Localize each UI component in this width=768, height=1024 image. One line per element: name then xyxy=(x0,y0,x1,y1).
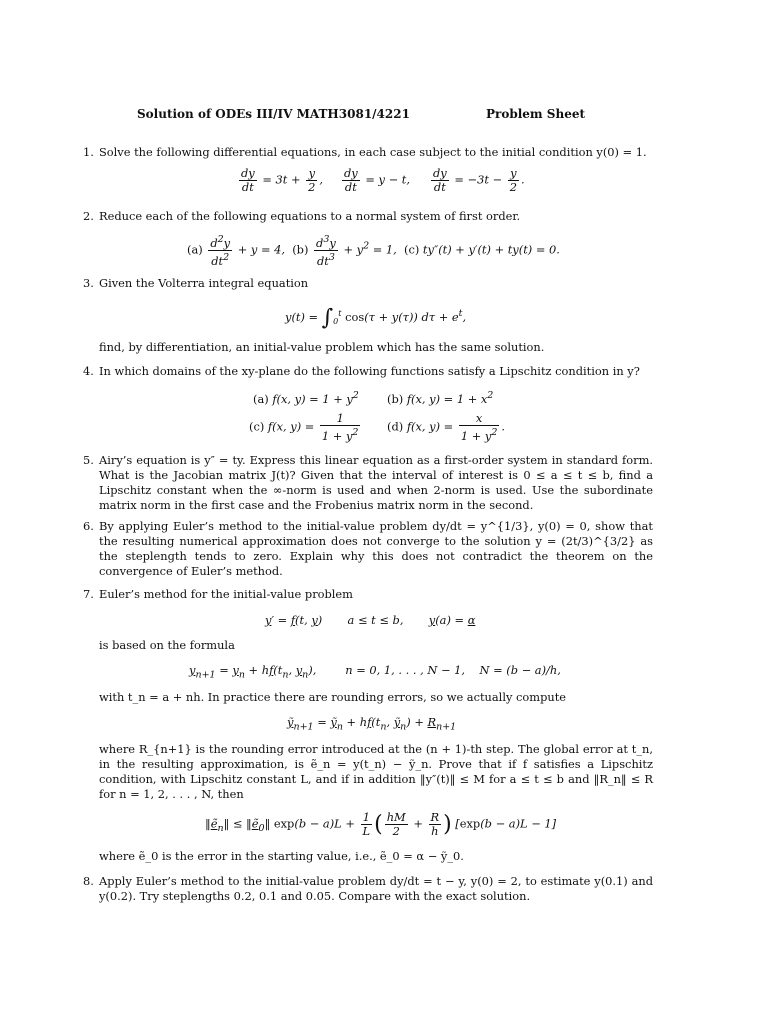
problem-text: Euler’s method for the initial-value problem xyxy=(99,587,353,601)
problem-text-para: where R_{n+1} is the rounding error introduced at the (n + 1)-th step. The global error at t_n, in the resulting approximation, is ẽ_n = y(t_n) − ỹ_n. Prove that if f satisfies a Lipschitz condition, with Lipschitz constant L, and if in addition ‖y″(t)‖ ≤ M for a ≤ t ≤ b and ‖R_n‖ ≤ R for n = 1, 2, . . . , N, then xyxy=(99,742,653,801)
equation: (a) $\frac{d^2y}{dt^2}$ + y = 4, (b) $\frac{d^3y}{dt^3}$ + $y^2 = 1$, (c) ty″(t) + y′(t) + ty(t) = 0. xyxy=(187,234,560,268)
problem-number: 5. xyxy=(83,453,94,467)
function-c: (c) f(x, y) = $\frac{1}{1 + y^2}$ xyxy=(249,411,359,443)
ivp-equation: y′ = f(t, y) a ≤ t ≤ b, y(a) = α xyxy=(265,613,476,627)
problem-text-mid2: with t_n = a + nh. In practice there are rounding errors, so we actually compute xyxy=(99,690,567,704)
problem-number: 6. xyxy=(83,519,94,533)
integral-equation: $y(t) = \int_0^t$ cos(τ + y(τ)) $d\tau + e^t$, xyxy=(285,305,467,331)
problem-number: 4. xyxy=(83,364,94,378)
perturbed-formula: ỹ$_{n+1}$ = ỹ$_n$ + $hf(t_n$, ỹ$_n$) + $R_{n+1}$ xyxy=(287,715,457,733)
equation: $\frac{dy}{dt}$ = −3t − $\frac{y}{2}$ . xyxy=(433,166,525,194)
problem-number: 8. xyxy=(83,874,94,888)
problem-text-end: where ẽ_0 is the error in the starting value, i.e., ẽ_0 = α − ỹ_0. xyxy=(99,849,464,863)
equation: $\frac{dy}{dt}$ = y − t, xyxy=(344,166,410,194)
problem-text: By applying Euler’s method to the initial-value problem dy/dt = y^{1/3}, y(0) = 0, show that the resulting numerical approximation does not converge to the solution y = (2t/3)^{3/2} as the steplength tends to zero. Explain why this does not contradict the theorem on the convergence of Euler’s method. xyxy=(99,519,653,578)
equation: $\frac{dy}{dt}$ = 3t + $\frac{y}{2}$ , xyxy=(241,166,324,194)
error-bound: ‖ẽ$_n$‖ ≤ ‖ẽ$_0$‖ exp(b − a)L + $\frac{1}{L}$ ( $\frac{hM}{2}$ + $\frac{R}{h}$ ) [exp(b − a)L − 1] xyxy=(205,810,557,838)
problem-text: In which domains of the xy-plane do the following functions satisfy a Lipschitz condition in y? xyxy=(99,364,640,378)
problem-text: Airy’s equation is y″ = ty. Express this linear equation as a first-order system in standard form. What is the Jacobian matrix J(t)? Given that the interval of interest is 0 ≤ a ≤ t ≤ b, find a Lipschitz constant when the ∞-norm is used and when 2-norm is used. Use the subordinate matrix norm in the first case and the Frobenius matrix norm in the second. xyxy=(99,453,653,512)
problem-number: 1. xyxy=(83,145,94,159)
course-title: Solution of ODEs III/IV MATH3081/4221 xyxy=(137,107,410,121)
problem-number: 2. xyxy=(83,209,94,223)
problem-text-mid1: is based on the formula xyxy=(99,638,235,652)
problem-text: Apply Euler’s method to the initial-value problem dy/dt = t − y, y(0) = 2, to estimate y(0.1) and y(0.2). Try steplengths 0.2, 0.1 and 0.05. Compare with the exact solution. xyxy=(99,874,653,903)
function-d: (d) f(x, y) = $\frac{x}{1 + y^2}$ . xyxy=(387,411,505,443)
problem-text: Reduce each of the following equations to a normal system of first order. xyxy=(99,209,521,223)
problem-text: Solve the following differential equations, in each case subject to the initial condition y(0) = 1. xyxy=(99,145,647,159)
euler-formula: $y_{n+1} = y_n + hf(t_n$, $y_n$), n = 0, 1, . . . , N − 1, N = (b − a)/h, xyxy=(189,663,561,681)
function-b: (b) f(x, $y) = 1 + x^2$ xyxy=(387,390,494,406)
sheet-title: Problem Sheet xyxy=(486,107,586,121)
problem-text-after: find, by differentiation, an initial-value problem which has the same solution. xyxy=(99,340,545,354)
problem-number: 3. xyxy=(83,276,94,290)
function-a: (a) f(x, $y) = 1 + y^2$ xyxy=(253,390,359,406)
problem-number: 7. xyxy=(83,587,94,601)
problem-text: Given the Volterra integral equation xyxy=(99,276,309,290)
